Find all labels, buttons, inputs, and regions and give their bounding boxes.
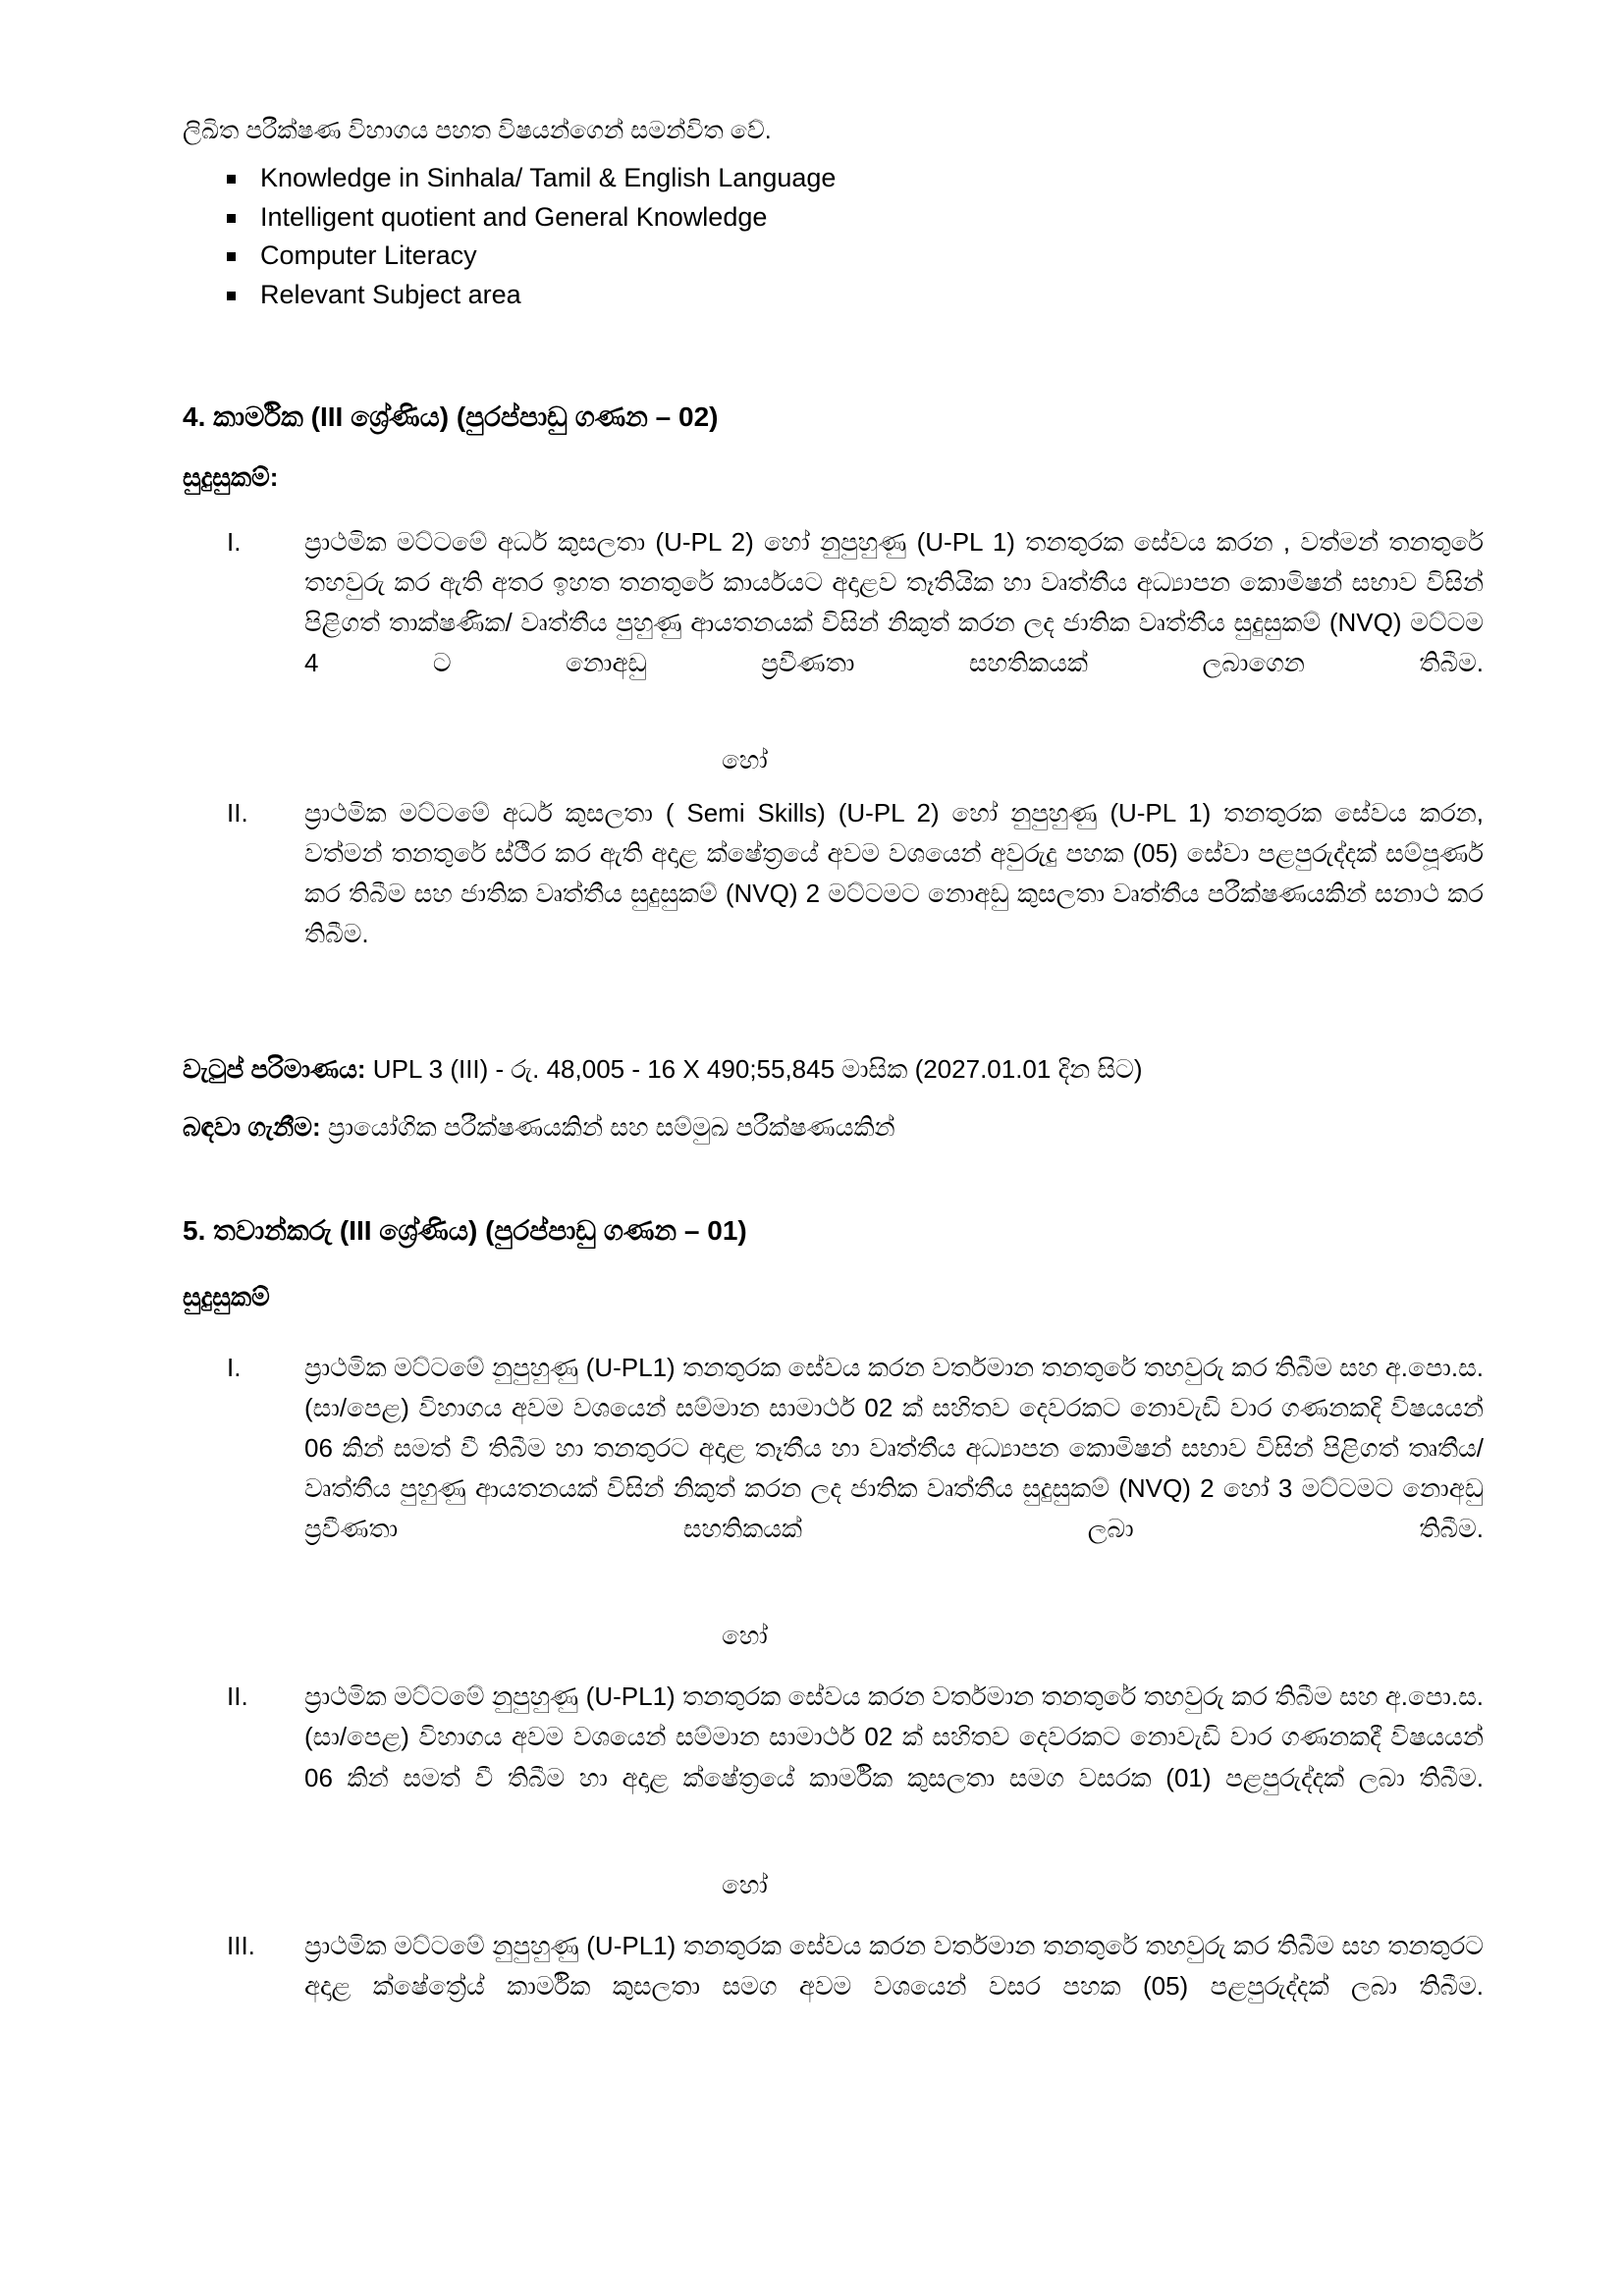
spacer [183, 1839, 1484, 1866]
spacer [183, 1314, 1484, 1348]
clause-numeral: III. [227, 1930, 255, 1960]
list-item-label: Knowledge in Sinhala/ Tamil & English Language [260, 163, 837, 192]
clause-4-i [183, 522, 1484, 723]
recruitment-line-4 [183, 1109, 1484, 1145]
clause-text: ප්‍රාථමික මට්ටමේ නුපුහුණු (U-PL1) තනතුරක සේවය කරන වර්තමාන තනතුරේ තහවුරු කර තිබීම සහ තනතුරට අදාළ ක්ෂේත්‍රේය් කාර්මික කුසලතා සමග අවම වශයෙන් වසර පහක (05) පළපුරුද්දක් ලබා තිබීම. [304, 1930, 1484, 2001]
salary-scale-value: UPL 3 (III) - රු. 48,005 - 16 X 490;55,845 මාසික (2027.01.01 දින සිට) [365, 1054, 1143, 1085]
list-item [183, 159, 1484, 198]
square-bullet-icon [227, 175, 236, 184]
recruitment-value: ප්‍රායෝගික පරීක්ෂණයකින් සහ සම්මුඛ පරීක්ෂණයකින් [320, 1111, 895, 1142]
exam-subjects-list [183, 159, 1484, 315]
spacer [183, 315, 1484, 400]
recruitment-label: බඳවා ගැනීම: [183, 1111, 321, 1142]
clause-5-iii [183, 1926, 1484, 2047]
or-separator-5-2: හෝ [722, 1869, 768, 1899]
square-bullet-icon [227, 252, 236, 261]
list-item [183, 237, 1484, 276]
qualifications-label-4: සුදුසුකම්: [183, 461, 279, 492]
spacer [183, 1248, 1484, 1281]
clause-text: ප්‍රාථමික මට්ටමේ අර්ධ කුසලතා ( Semi Skills) (U-PL 2) හෝ නුපුහුණු (U-PL 1) තනතුරක සේවය කරන, වත්මන් තනතුරේ ස්ථීර කර ඇති අදාළ ක්ෂේත්‍රයේ අවම වශයෙන් අවුරුදු පහක (05) සේවා පළපුරුද්දක් සම්පූර්ණ කර තිබීම සහ ජාතික වෘත්තීය සුදුසුකම් (NVQ) 2 මට්ටමට නොඅඩු කුසලතා වෘත්තීය පරීක්ෂණයකින් සනාථ කර තිබීම. [304, 797, 1484, 949]
spacer [183, 495, 1484, 522]
qualifications-label-5: සුදුසුකම් [183, 1282, 270, 1312]
square-bullet-icon [227, 292, 236, 300]
list-item [183, 276, 1484, 315]
spacer [183, 434, 1484, 461]
salary-scale-line-4 [183, 1051, 1484, 1087]
clause-text: ප්‍රාථමික මට්ටමේ නුපුහුණු (U-PL1) තනතුරක සේවය කරන වර්තමාන තනතුරේ තහවුරු කර තිබීම සහ අ.පො.ස.(සා/පෙළ) විහාගය අවම වශයෙන් සම්මාන සාමාර්ථ 02 ක් සහිතව දෙවරකට නොවැඩි වාර ගණනකදි විෂයයන් 06 කින් සමත් වී තිබීම හා තනතුරට අදාළ තෑතීය හා වෘත්තීය අධ්‍යාපන කොමිෂන් සභාව විසින් පිළිගත් තෘතීය/වෘත්තීය පුහුණු ආයතනයක් විසින් නිකුත් කරන ලද ජාතික වෘත්තීය සුදුසුකම් (NVQ) 2 හෝ 3 මට්ටමට නොඅඩු ප්‍රවීණතා සහතිකයක් ලබා තිබීම. [304, 1352, 1484, 1544]
spacer [183, 1145, 1484, 1213]
written-exam-intro-line: ලිඛිත පරීක්ෂණ විහාගය පහත විෂයන්ගෙන් සමන්විත වේ. [183, 117, 772, 144]
document-content [183, 116, 1484, 2047]
list-item-label: Computer Literacy [260, 240, 477, 271]
clause-numeral: I. [227, 526, 242, 557]
clause-5-ii [183, 1677, 1484, 1838]
clause-numeral: II. [227, 1682, 248, 1712]
spacer [183, 1655, 1484, 1677]
list-item [183, 198, 1484, 238]
clause-numeral: I. [227, 1352, 242, 1382]
clause-text: ප්‍රාථමික මට්ටමේ නුපුහුණු (U-PL1) තනතුරක සේවය කරන වර්තමාන තනතුරේ තහවුරු කර තිබීම සහ අ.පො.ස.(සා/පෙළ) විහාගය අවම වශයෙන් සම්මාන සාමාර්ථ 02 ක් සහිතව දෙවරකට නොවැඩි වාර ගණනකදී විෂයයන් 06 කින් සමත් වී තිබීම හා අදාළ ක්ෂේත්‍රයේ කාර්මික කුසලතා සමග වසරක (01) පළපුරුද්දක් ලබා තිබීම. [304, 1682, 1484, 1792]
spacer [183, 1589, 1484, 1617]
clause-4-ii [183, 793, 1484, 994]
spacer [183, 1904, 1484, 1926]
spacer [183, 723, 1484, 741]
salary-scale-label: වැටුප් පරිමාණය: [183, 1054, 366, 1085]
or-separator-5-1: හෝ [722, 1621, 768, 1651]
clause-text: ප්‍රාථමික මට්ටමේ අර්ධ කුසලතා (U-PL 2) හෝ නුපුහුණු (U-PL 1) තනතුරක සේවය කරන , වත්මන් තනතුරේ තහවුරු කර ඇති අතර ඉහත තනතුරේ කාර්යයට අදාළව තෑතියික හා වෘත්තීය අධ්‍යාපන කොමිෂන් සභාව විසින් පිළිගත් තාක්ෂණික/ වෘත්තීය පුහුණු ආයතනයක් විසින් නිකුත් කරන ලද ජාතික වෘත්තීය සුදුසුකම් (NVQ) මට්ටම 4 ට නොඅඩු ප්‍රවීණතා සහතිකයක් ලබාගෙන තිබීම. [304, 526, 1484, 677]
spacer [183, 1088, 1484, 1109]
list-item-label: Intelligent quotient and General Knowledge [260, 201, 768, 232]
section-heading-4: 4. කාර්මික (III ශ්‍රේණිය) (පුරප්පාඩු ගණන – 02) [183, 400, 719, 432]
or-separator-4-1: හෝ [722, 744, 768, 774]
list-item-label: Relevant Subject area [260, 280, 521, 310]
section-heading-5: 5. තවාන්කරු (III ශ්‍රේණිය) (පුරප්පාඩු ගණන – 01) [183, 1215, 747, 1247]
spacer [183, 779, 1484, 793]
spacer [183, 994, 1484, 1051]
clause-numeral: II. [227, 797, 248, 828]
square-bullet-icon [227, 214, 236, 223]
clause-5-i [183, 1348, 1484, 1589]
